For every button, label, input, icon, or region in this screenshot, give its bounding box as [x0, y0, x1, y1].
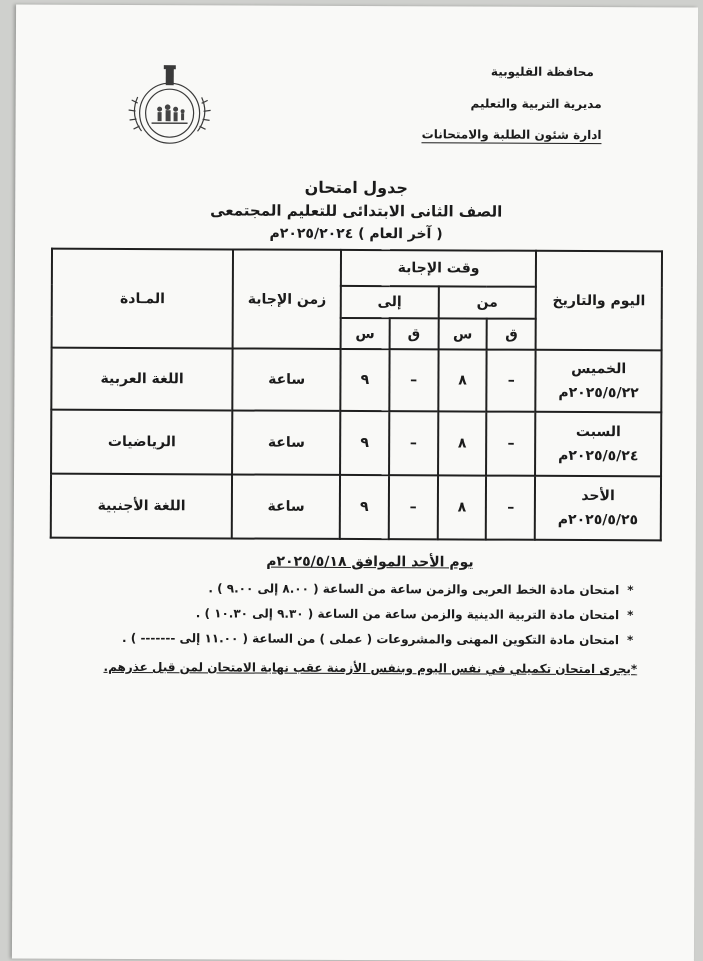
makeup-exam-note: *يجرى امتحان تكميلي في نفس اليوم وبنفس الأزمنة عقب نهاية الامتحان لمن قبل عذرهم.: [103, 659, 638, 677]
to-minute-cell: –: [389, 411, 438, 475]
header-to: إلى: [341, 286, 439, 318]
header-from-minute: ق: [487, 319, 536, 350]
subject-cell: اللغة الأجنبية: [51, 474, 233, 539]
header-from: من: [438, 286, 536, 318]
grade-subtitle: الصف الثانى الابتدائى للتعليم المجتمعى: [210, 201, 503, 221]
note-item: [196, 606, 634, 622]
to-minute-cell: –: [389, 475, 438, 539]
header-from-hour: س: [438, 318, 487, 349]
exam-date: ٢٠٢٥/٥/٢٢م: [558, 384, 639, 402]
directorate-label: مديرية التربية والتعليم: [470, 96, 602, 112]
note-text: امتحان مادة التربية الدينية والزمن ساعة من الساعة ( ٩.٣٠ إلى ١٠.٣٠ ) .: [195, 606, 620, 623]
duration-cell: ساعة: [232, 410, 340, 474]
day-name: السبت: [575, 423, 621, 441]
duration-cell: ساعة: [233, 348, 341, 410]
day-name: الخميس: [571, 360, 627, 378]
note-item: [122, 631, 633, 647]
table-row: [51, 474, 661, 541]
from-hour-cell: ٨: [438, 349, 487, 411]
header-day-date: اليوم والتاريخ: [536, 251, 662, 351]
governorate-label: محافظة القليوبية: [490, 64, 594, 80]
note-text: امتحان مادة التكوين المهنى والمشروعات ( عملى ) من الساعة ( ١١.٠٠ إلى ------- ) .: [122, 630, 620, 648]
to-hour-cell: ٩: [340, 411, 389, 475]
exam-schedule-table: [50, 248, 663, 542]
to-hour-cell: ٩: [340, 349, 389, 411]
table-row: [51, 348, 661, 413]
notes-heading: يوم الأحد الموافق ٢٠٢٥/٥/١٨م: [266, 553, 474, 571]
to-minute-cell: –: [389, 349, 438, 411]
bullet-icon: *: [627, 583, 634, 598]
day-date-cell: [536, 350, 662, 413]
table-row: [51, 410, 661, 477]
from-hour-cell: ٨: [437, 475, 486, 539]
to-hour-cell: ٩: [340, 475, 389, 539]
note-text: امتحان مادة الخط العربى والزمن ساعة من الساعة ( ٨.٠٠ إلى ٩.٠٠ ) .: [208, 581, 620, 598]
document-page: [12, 5, 698, 961]
exam-date: ٢٠٢٥/٥/٢٤م: [558, 447, 639, 465]
header-to-hour: س: [341, 318, 390, 349]
day-name: الأحد: [581, 487, 615, 505]
page-title: جدول امتحان: [304, 177, 408, 198]
year-subtitle: ( آخر العام ) ٢٠٢٥/٢٠٢٤م: [269, 225, 443, 243]
bullet-icon: *: [627, 608, 634, 623]
from-minute-cell: –: [486, 476, 535, 540]
note-item: [208, 581, 633, 597]
subject-cell: اللغة العربية: [51, 348, 233, 411]
header-answer-time: وقت الإجابة: [341, 250, 536, 287]
exam-date: ٢٠٢٥/٥/٢٥م: [557, 511, 639, 529]
ministry-seal-icon: [115, 63, 223, 149]
day-date-cell: [535, 412, 661, 477]
day-date-cell: [535, 476, 661, 541]
header-to-minute: ق: [389, 318, 438, 349]
header-duration: زمن الإجابة: [233, 249, 341, 348]
department-label: ادارة شئون الطلبة والامتحانات: [421, 127, 602, 143]
from-hour-cell: ٨: [438, 411, 487, 475]
from-minute-cell: –: [487, 350, 536, 412]
duration-cell: ساعة: [232, 474, 340, 538]
header-subject: المـادة: [52, 249, 234, 349]
bullet-icon: *: [627, 633, 634, 648]
from-minute-cell: –: [487, 412, 536, 476]
subject-cell: الرياضيات: [51, 410, 233, 475]
